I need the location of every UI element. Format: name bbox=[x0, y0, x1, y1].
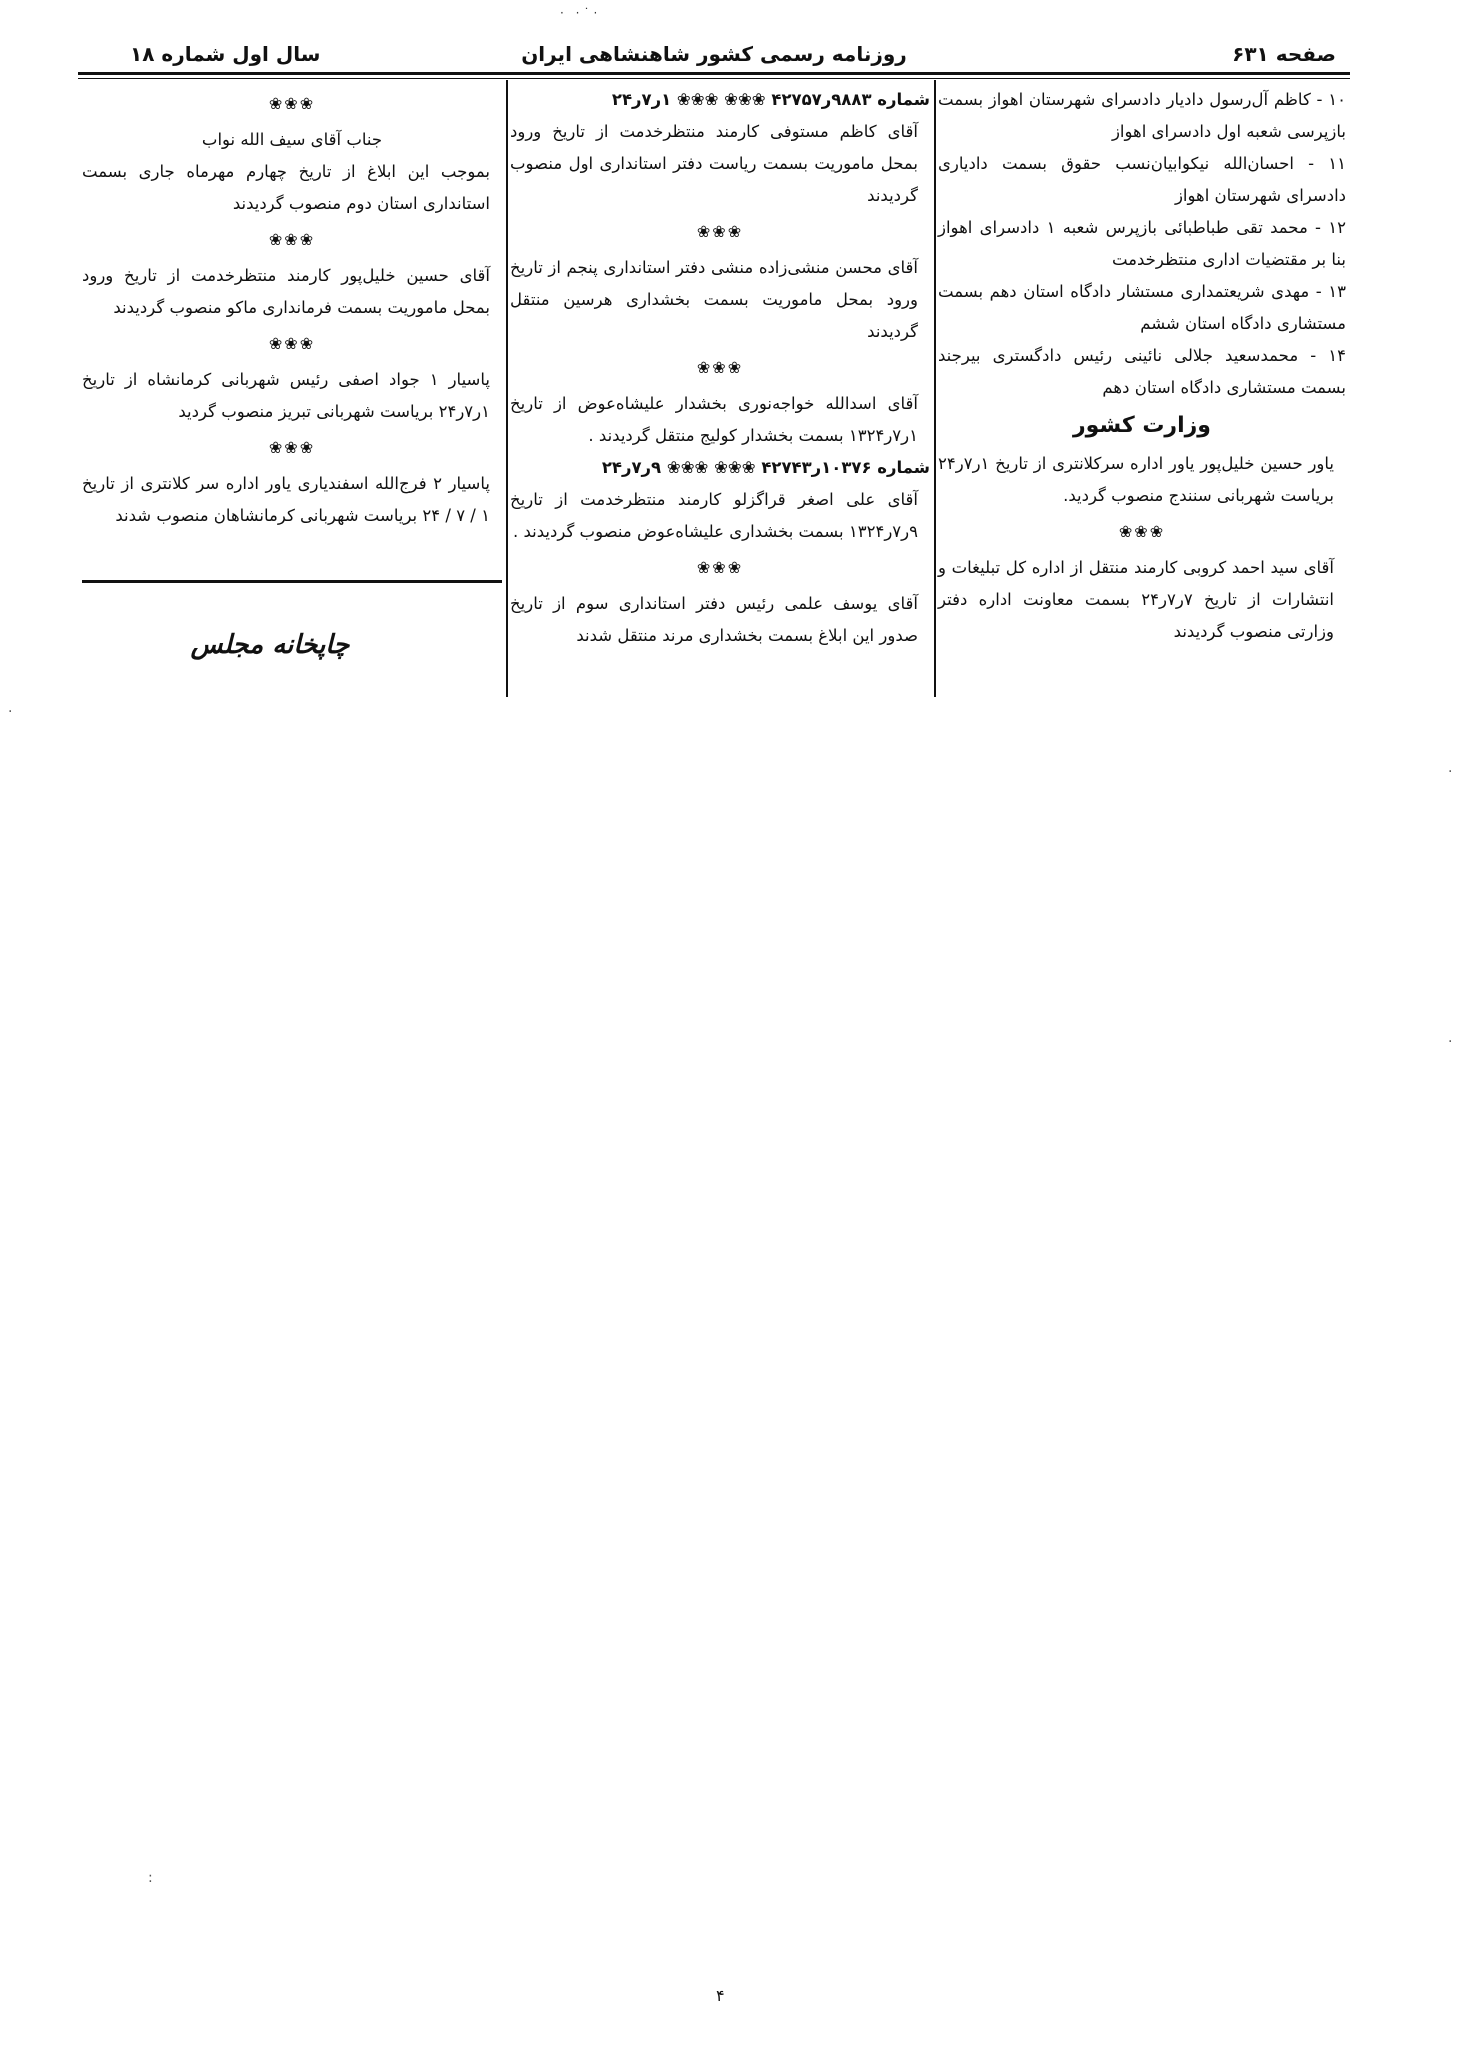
entry-title: جناب آقای سیف الله نواب bbox=[201, 130, 383, 149]
left-column-end-rule bbox=[82, 580, 502, 583]
ornament-separator: ❀❀❀ bbox=[696, 558, 744, 577]
ministry-heading: وزارت کشور bbox=[1073, 413, 1211, 438]
reference-number: شماره ۱۰۳۷۶ر۴۲۷۴۳ ❀❀❀ ❀❀❀ ۹ر۷ر۲۴ bbox=[601, 458, 930, 477]
column-divider-left bbox=[506, 80, 508, 697]
list-item: ۱۱ - احسان‌الله نیکوابیان‌نسب حقوق بسمت دادیاری دادسرای شهرستان اهواز bbox=[938, 154, 1346, 205]
ornament-separator: ❀❀❀ bbox=[696, 358, 744, 377]
footer-page-index: ۴ bbox=[716, 1986, 725, 2005]
appointment-entry: آقای سید احمد کروبی کارمند منتقل از اداره کل تبلیغات و انتشارات از تاریخ ۷ر۷ر۲۴ بسمت معاونت اداره دفتر وزارتی منصوب گردیدند bbox=[938, 558, 1334, 641]
ornament-separator: ❀❀❀ bbox=[268, 438, 316, 457]
appointment-entry: پاسیار ۲ فرج‌الله اسفندیاری یاور اداره سر کلانتری از تاریخ ۱ / ۷ / ۲۴ بریاست شهربانی کرمانشاهان منصوب شدند bbox=[82, 474, 490, 525]
speck: : bbox=[148, 1870, 153, 1886]
ornament-separator: ❀❀❀ bbox=[696, 222, 744, 241]
ornament-separator: ❀❀❀ bbox=[268, 230, 316, 249]
speck: . bbox=[1448, 1030, 1453, 1046]
page-header bbox=[78, 36, 1350, 72]
speck: . bbox=[1448, 760, 1453, 776]
ornament-separator: ❀❀❀ bbox=[268, 334, 316, 353]
appointment-entry: پاسیار ۱ جواد اصفی رئیس شهربانی کرمانشاه از تاریخ ۱ر۷ر۲۴ بریاست شهربانی تبریز منصوب گردید bbox=[82, 370, 490, 421]
issue-number: سال اول شماره ۱۸ bbox=[130, 42, 321, 66]
printer-signature: چاپخانه مجلس bbox=[190, 630, 350, 660]
header-rule-bottom bbox=[78, 78, 1350, 79]
list-item: ۱۳ - مهدی شریعتمداری مستشار دادگاه استان دهم بسمت مستشاری دادگاه استان ششم bbox=[938, 282, 1346, 333]
list-item: ۱۰ - کاظم آل‌رسول دادیار دادسرای شهرستان اهواز بسمت بازپرسی شعبه اول دادسرای اهواز bbox=[938, 90, 1346, 141]
speck: . bbox=[8, 700, 13, 716]
list-item: ۱۴ - محمدسعید جلالی نائینی رئیس دادگستری بیرجند بسمت مستشاری دادگاه استان دهم bbox=[938, 346, 1346, 397]
reference-number: شماره ۹۸۸۳ر۴۲۷۵۷ ❀❀❀ ❀❀❀ ۱ر۷ر۲۴ bbox=[611, 90, 930, 109]
top-mark: · ·˙· bbox=[560, 6, 602, 20]
column-right bbox=[938, 84, 1346, 648]
appointment-entry: آقای محسن منشی‌زاده منشی دفتر استانداری پنجم از تاریخ ورود بمحل ماموریت بسمت بخشداری هرسین منتقل گردیدند bbox=[510, 258, 918, 341]
appointment-entry: آقای اسدالله خواجه‌نوری بخشدار علیشاه‌عوض از تاریخ ۱ر۷ر۱۳۲۴ بسمت بخشدار کولیج منتقل گردیدند . bbox=[510, 394, 918, 445]
appointment-entry: آقای علی اصغر قراگزلو کارمند منتظرخدمت از تاریخ ۹ر۷ر۱۳۲۴ بسمت بخشداری علیشاه‌عوض منصوب گردیدند . bbox=[510, 490, 918, 541]
column-left bbox=[82, 84, 502, 532]
column-middle bbox=[510, 84, 930, 652]
ornament-separator: ❀❀❀ bbox=[268, 94, 316, 113]
appointment-entry: آقای حسین خلیل‌پور کارمند منتظرخدمت از تاریخ ورود بمحل ماموریت بسمت فرمانداری ماکو منصوب گردیدند bbox=[82, 266, 490, 317]
list-item: ۱۲ - محمد تقی طباطبائی بازپرس شعبه ۱ دادسرای اهواز بنا بر مقتضیات اداری منتظرخدمت bbox=[938, 218, 1346, 269]
appointment-entry: آقای یوسف علمی رئیس دفتر استانداری سوم از تاریخ صدور این ابلاغ بسمت بخشداری مرند منتقل شدند bbox=[510, 594, 918, 645]
page-number: صفحه ۶۳۱ bbox=[1232, 42, 1336, 66]
ornament-separator: ❀❀❀ bbox=[1118, 522, 1166, 541]
header-rule-top bbox=[78, 72, 1350, 75]
newspaper-title: روزنامه رسمی کشور شاهنشاهی ایران bbox=[521, 42, 907, 66]
appointment-entry: بموجب این ابلاغ از تاریخ چهارم مهرماه جاری بسمت استانداری استان دوم منصوب گردیدند bbox=[82, 162, 490, 213]
column-divider-right bbox=[934, 80, 936, 697]
appointment-entry: آقای کاظم مستوفی کارمند منتظرخدمت از تاریخ ورود بمحل ماموریت بسمت ریاست دفتر استانداری اول منصوب گردیدند bbox=[510, 122, 918, 205]
appointment-entry: یاور حسین خلیل‌پور یاور اداره سرکلانتری از تاریخ ۱ر۷ر۲۴ بریاست شهربانی سنندج منصوب گردید. bbox=[938, 454, 1334, 505]
